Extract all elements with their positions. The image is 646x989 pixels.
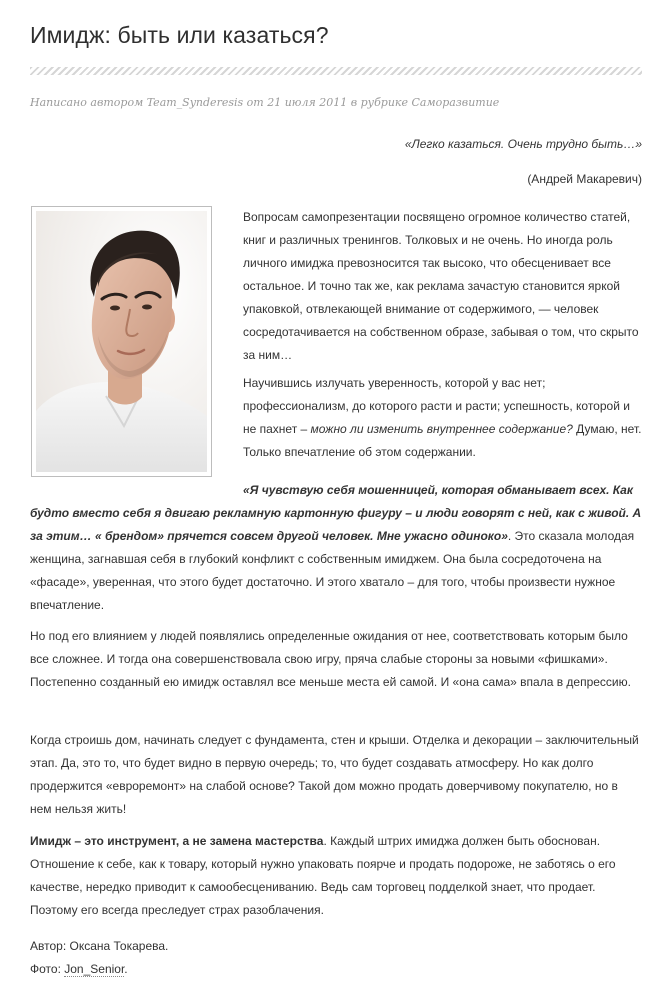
portrait-photo-frame <box>31 206 212 477</box>
credit-photo-author-link[interactable]: Jon_Senior <box>64 962 125 976</box>
credit-photo-end: . <box>124 962 128 976</box>
post-meta <box>30 96 499 109</box>
post-title: Имидж: быть или казаться? <box>30 22 329 48</box>
paragraph-second-italic: можно ли изменить внутреннее содержание? <box>310 422 573 436</box>
epigraph-author: (Андрей Макаревич) <box>527 172 642 186</box>
credit-photo-label: Фото: <box>30 962 65 976</box>
paragraph-intro: Вопросам самопрезентации посвящено огромное количество статей, книг и различных тренингов. Толковых и не очень. Но иногда роль личного имиджа превозносится так высоко, что обесценивает все остальное. И точно так же, как реклама зачастую становится яркой упаковкой, отвлекающей внимание от содержимого, — человек сосредотачивается на собственном образе, забывая о том, что скрыто за ним… <box>243 210 639 362</box>
meta-prefix: Написано автором <box>30 96 144 109</box>
paragraph-sixth-bold: Имидж – это инструмент, а не замена мастерства <box>30 834 324 848</box>
paragraph-fifth: Когда строишь дом, начинать следует с фундамента, стен и крыши. Отделка и декорации – заключительный этап. Да, это то, что будет видно в первую очередь; то, что будет создавать атмосферу. Но как долго продержится «евроремонт» на слабой основе? Такой дом можно продать доверчивому покупателю, но в нем нельзя жить! <box>30 733 639 816</box>
meta-category-link[interactable]: Саморазвитие <box>411 96 500 109</box>
portrait-photo <box>36 211 207 472</box>
paragraph-sixth-rest: . Каждый штрих имиджа должен быть обоснован. Отношение к себе, как к товару, который нужно упаковать поярче и продать подороже, не заботясь о его качестве, нередко приводит к самообесцениванию. Ведь сам торговец подделкой знает, что продает. Поэтому его всегда преследует страх разоблачения. <box>30 834 616 917</box>
credit-photo <box>30 958 128 981</box>
meta-date: от 21 июля 2011 в рубрике <box>246 96 408 109</box>
paragraph-third-quote-rest: будто вместо себя я двигаю рекламную картонную фигуру – и люди говорят с ней, как с живой. А за этим… « брендом» прячется совсем другой человек. Мне ужасно одиноко» <box>30 506 642 543</box>
paragraph-third-end: . Это сказала молодая женщина, загнавшая себя в глубокий конфликт с собственным имиджем. Она была сосредоточена на «фасаде», уверенная, что этого будет достаточно. И этого хватало – для того, чтобы произвести нужное впечатление. <box>30 529 635 612</box>
credit-author: Автор: Оксана Токарева. <box>30 939 169 953</box>
paragraph-second <box>243 372 643 464</box>
paragraph-third-quote-line1: «Я чувствую себя мошенницей, которая обманывает всех. Как <box>243 483 633 497</box>
paragraph-third <box>30 479 642 617</box>
title-divider <box>30 67 642 75</box>
paragraph-second-end: Думаю, нет. Только впечатление об этом содержании. <box>243 422 642 459</box>
paragraph-sixth <box>30 830 642 922</box>
portrait-illustration <box>36 211 207 472</box>
meta-author-link[interactable]: Team_Synderesis <box>146 96 244 109</box>
epigraph-quote: «Легко казаться. Очень трудно быть…» <box>404 137 642 151</box>
paragraph-fourth: Но под его влиянием у людей появлялись определенные ожидания от нее, соответствовать которым было все сложнее. И тогда она совершенствовала свою игру, пряча слабые стороны за новыми «фишками». Постепенно созданный ею имидж оставлял все меньше места ей самой. И «она сама» впала в депрессию. <box>30 629 631 689</box>
paragraph-second-start: Научившись излучать уверенность, которой у вас нет; профессионализм, до которого расти и расти; успешность, которой и не пахнет – <box>243 376 630 436</box>
